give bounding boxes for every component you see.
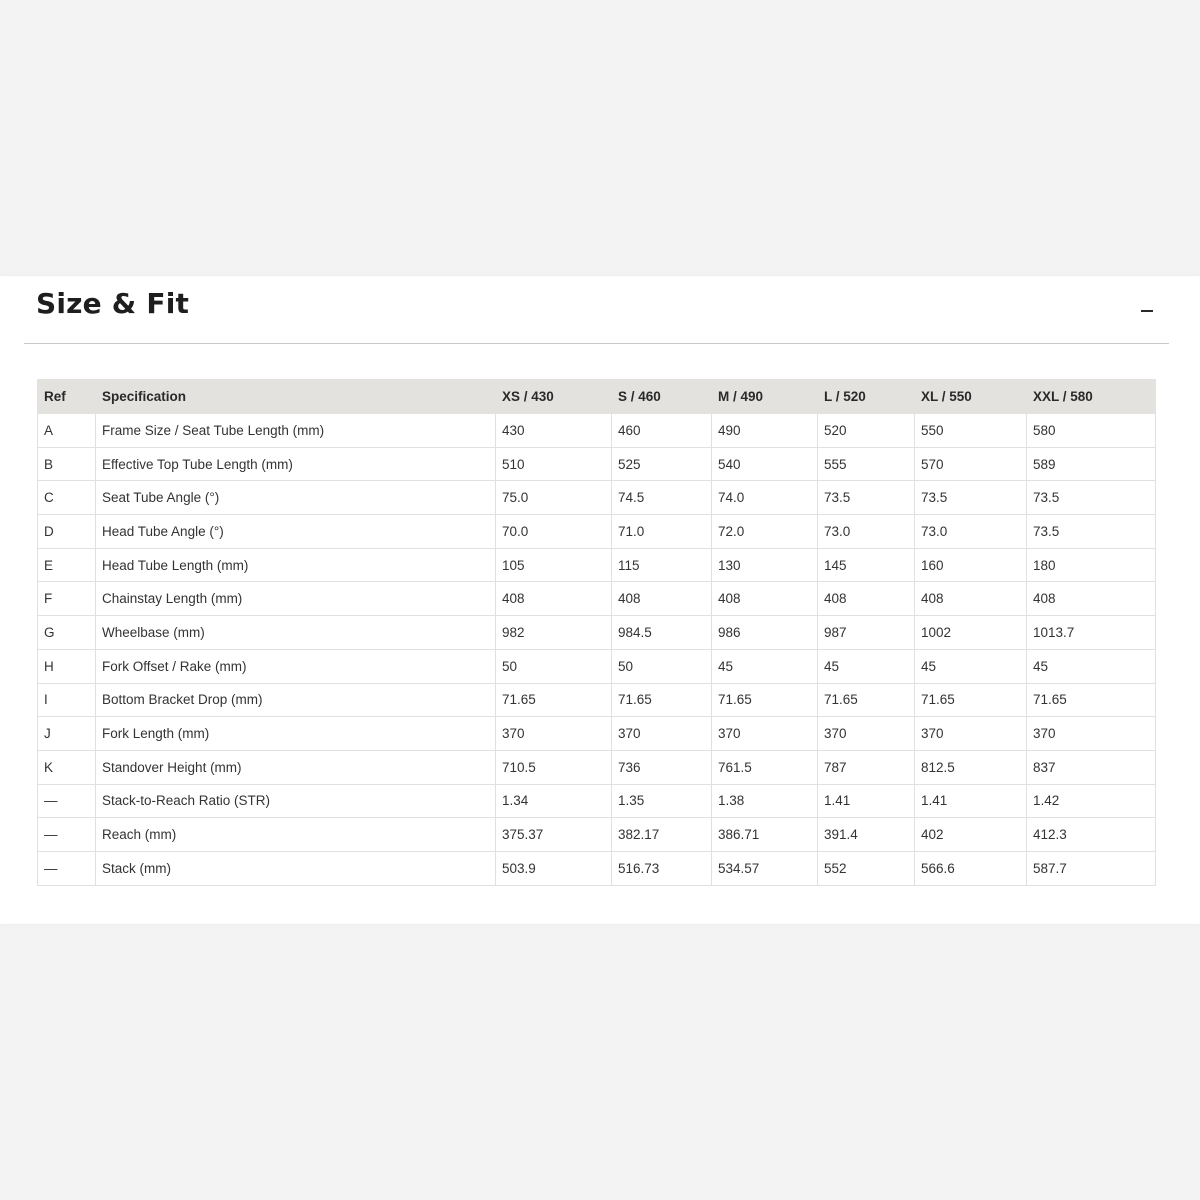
value-cell: 580 [1027,414,1156,448]
value-cell: 408 [915,582,1027,616]
value-cell: 74.5 [612,481,712,515]
value-cell: 736 [612,750,712,784]
ref-cell: G [38,616,96,650]
value-cell: 75.0 [496,481,612,515]
value-cell: 145 [818,548,915,582]
value-cell: 408 [1027,582,1156,616]
value-cell: 382.17 [612,818,712,852]
value-cell: 391.4 [818,818,915,852]
value-cell: 73.0 [818,515,915,549]
value-cell: 74.0 [712,481,818,515]
value-cell: 105 [496,548,612,582]
value-cell: 386.71 [712,818,818,852]
value-cell: 1.38 [712,784,818,818]
value-cell: 73.5 [1027,481,1156,515]
value-cell: 115 [612,548,712,582]
ref-cell: — [38,818,96,852]
value-cell: 45 [915,649,1027,683]
spec-cell: Fork Offset / Rake (mm) [96,649,496,683]
value-cell: 1.41 [818,784,915,818]
table-row [38,515,1156,549]
value-cell: 408 [612,582,712,616]
table-row [38,582,1156,616]
value-cell: 490 [712,414,818,448]
value-cell: 73.0 [915,515,1027,549]
section-divider [24,343,1169,344]
geometry-table [37,379,1156,886]
table-row [38,818,1156,852]
column-header-size: S / 460 [612,380,712,414]
table-row [38,481,1156,515]
value-cell: 73.5 [1027,515,1156,549]
value-cell: 180 [1027,548,1156,582]
value-cell: 71.65 [1027,683,1156,717]
value-cell: 430 [496,414,612,448]
ref-cell: E [38,548,96,582]
value-cell: 987 [818,616,915,650]
value-cell: 370 [1027,717,1156,751]
value-cell: 370 [496,717,612,751]
table-row [38,683,1156,717]
spec-cell: Bottom Bracket Drop (mm) [96,683,496,717]
value-cell: 45 [1027,649,1156,683]
section-title: Size & Fit [36,287,190,320]
value-cell: 71.65 [496,683,612,717]
table-row [38,851,1156,885]
value-cell: 375.37 [496,818,612,852]
column-header-size: XXL / 580 [1027,380,1156,414]
spec-cell: Standover Height (mm) [96,750,496,784]
value-cell: 73.5 [818,481,915,515]
value-cell: 402 [915,818,1027,852]
value-cell: 370 [612,717,712,751]
value-cell: 370 [712,717,818,751]
table-body [38,414,1156,886]
ref-cell: C [38,481,96,515]
spec-cell: Fork Length (mm) [96,717,496,751]
value-cell: 525 [612,447,712,481]
ref-cell: — [38,784,96,818]
spec-cell: Seat Tube Angle (°) [96,481,496,515]
spec-cell: Stack-to-Reach Ratio (STR) [96,784,496,818]
column-header-size: L / 520 [818,380,915,414]
column-header-size: XL / 550 [915,380,1027,414]
value-cell: 787 [818,750,915,784]
value-cell: 1.35 [612,784,712,818]
value-cell: 71.65 [818,683,915,717]
value-cell: 540 [712,447,818,481]
table-row [38,717,1156,751]
table-row [38,447,1156,481]
value-cell: 503.9 [496,851,612,885]
value-cell: 70.0 [496,515,612,549]
value-cell: 50 [612,649,712,683]
table-row [38,548,1156,582]
column-header-size: M / 490 [712,380,818,414]
value-cell: 982 [496,616,612,650]
spec-cell: Reach (mm) [96,818,496,852]
value-cell: 45 [712,649,818,683]
value-cell: 984.5 [612,616,712,650]
value-cell: 534.57 [712,851,818,885]
table-row [38,649,1156,683]
value-cell: 589 [1027,447,1156,481]
minus-icon [1141,310,1153,312]
value-cell: 520 [818,414,915,448]
ref-cell: K [38,750,96,784]
value-cell: 412.3 [1027,818,1156,852]
value-cell: 566.6 [915,851,1027,885]
value-cell: 370 [818,717,915,751]
value-cell: 71.0 [612,515,712,549]
value-cell: 73.5 [915,481,1027,515]
spec-cell: Frame Size / Seat Tube Length (mm) [96,414,496,448]
value-cell: 516.73 [612,851,712,885]
value-cell: 1.41 [915,784,1027,818]
value-cell: 552 [818,851,915,885]
value-cell: 550 [915,414,1027,448]
spec-cell: Chainstay Length (mm) [96,582,496,616]
value-cell: 812.5 [915,750,1027,784]
value-cell: 570 [915,447,1027,481]
ref-cell: — [38,851,96,885]
spec-cell: Head Tube Angle (°) [96,515,496,549]
value-cell: 555 [818,447,915,481]
value-cell: 370 [915,717,1027,751]
value-cell: 71.65 [612,683,712,717]
table-row [38,784,1156,818]
value-cell: 460 [612,414,712,448]
value-cell: 71.65 [915,683,1027,717]
spec-cell: Head Tube Length (mm) [96,548,496,582]
column-header-ref: Ref [38,380,96,414]
ref-cell: A [38,414,96,448]
value-cell: 130 [712,548,818,582]
spec-cell: Stack (mm) [96,851,496,885]
value-cell: 837 [1027,750,1156,784]
value-cell: 1002 [915,616,1027,650]
ref-cell: I [38,683,96,717]
value-cell: 408 [818,582,915,616]
value-cell: 986 [712,616,818,650]
table-row [38,616,1156,650]
value-cell: 72.0 [712,515,818,549]
ref-cell: D [38,515,96,549]
value-cell: 50 [496,649,612,683]
table-row [38,414,1156,448]
value-cell: 408 [496,582,612,616]
value-cell: 45 [818,649,915,683]
value-cell: 587.7 [1027,851,1156,885]
value-cell: 761.5 [712,750,818,784]
table-header-row [38,380,1156,414]
ref-cell: J [38,717,96,751]
value-cell: 1.42 [1027,784,1156,818]
value-cell: 1013.7 [1027,616,1156,650]
column-header-size: XS / 430 [496,380,612,414]
table-row [38,750,1156,784]
collapse-toggle-button[interactable] [1132,296,1162,326]
value-cell: 1.34 [496,784,612,818]
ref-cell: H [38,649,96,683]
value-cell: 510 [496,447,612,481]
value-cell: 160 [915,548,1027,582]
spec-cell: Wheelbase (mm) [96,616,496,650]
value-cell: 710.5 [496,750,612,784]
spec-cell: Effective Top Tube Length (mm) [96,447,496,481]
value-cell: 71.65 [712,683,818,717]
ref-cell: B [38,447,96,481]
value-cell: 408 [712,582,818,616]
column-header-specification: Specification [96,380,496,414]
ref-cell: F [38,582,96,616]
